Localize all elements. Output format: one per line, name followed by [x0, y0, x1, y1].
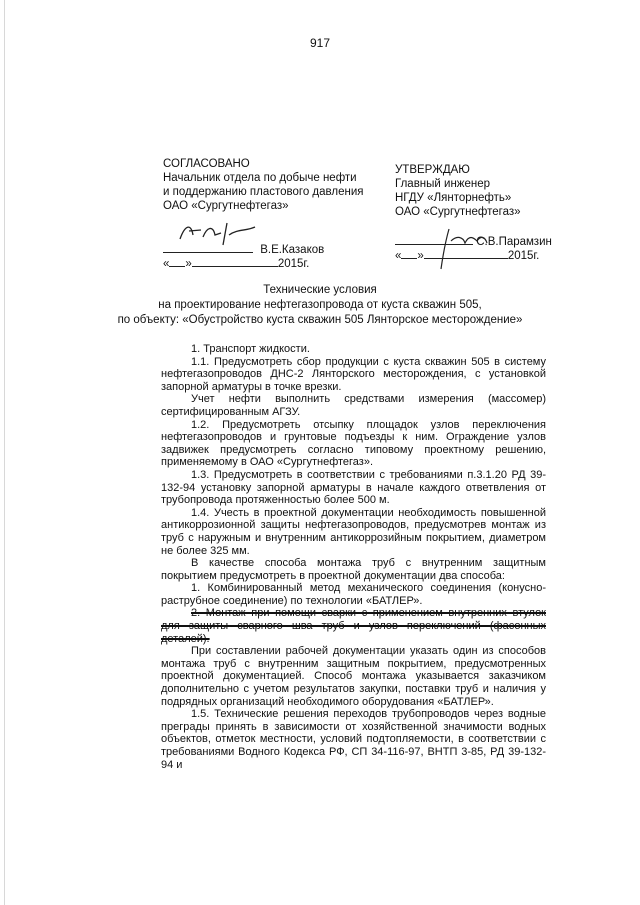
signer-name: С.В.Парамзин	[476, 236, 552, 248]
approval-line: и поддержанию пластового давления	[163, 186, 364, 198]
document-title: Технические условия	[263, 284, 377, 296]
signer-name: В.Е.Казаков	[260, 244, 325, 256]
paragraph: Учет нефти выполнить средствами измерения (массомер) сертифицированным АГЗУ.	[161, 393, 546, 418]
approval-line: НГДУ «Лянторнефть»	[395, 192, 512, 204]
struck-paragraph: 2. Монтаж при помощи сварки с применением внутренних втулок для защиты сварного шва труб и узлов переключений (фасонных деталей).	[161, 607, 546, 645]
approval-title: СОГЛАСОВАНО	[163, 158, 250, 170]
handwritten-signature	[421, 219, 501, 271]
approval-title: УТВЕРЖДАЮ	[395, 164, 470, 176]
date-year: 2015г.	[507, 250, 540, 262]
month-blank	[192, 266, 278, 267]
date-year: 2015г.	[277, 258, 310, 270]
document-subtitle: на проектирование нефтегазопровода от куста скважин 505,	[158, 299, 482, 311]
signature-area	[395, 219, 555, 235]
paragraph: 1. Комбинированный метод механического соединения (конусно-раструбное соединение) по технологии «БАТЛЕР».	[161, 582, 546, 607]
date-open-quote: «	[395, 250, 402, 262]
day-blank	[169, 266, 185, 267]
body-text	[161, 343, 546, 771]
paragraph: 1.5. Технические решения переходов трубопроводов через водные преграды принять в зависимости от хозяйственной значимости водных объектов, отметок местности, условий подтопляемости, в соответствии с требованиями Водного Кодекса РФ, СП 34-116-97, ВНТП 3-85, РД 39-132-94 и	[161, 708, 546, 771]
paragraph: 1.2. Предусмотреть отсыпку площадок узлов переключения нефтегазопроводов и грунтовые подъезды к ним. Ограждение узлов задвижек предусмотреть согласно типовому проектному решению, применяемому в ОАО «Сургутнефтегаз».	[161, 418, 546, 469]
signature-area	[163, 213, 393, 251]
date-close-quote: »	[417, 250, 424, 262]
paragraph: 1. Транспорт жидкости.	[191, 343, 310, 355]
approval-line: ОАО «Сургутнефтегаз»	[395, 206, 521, 218]
paragraph: При составлении рабочей документации указать один из способов монтажа труб с внутренним защитным покрытием, предусмотренных проектной документацией. Способ монтажа указывается заказчиком дополнительно с учетом результатов закупки, поставки труб и наличия у подрядных организаций необходимого оборудования «БАТЛЕР».	[161, 645, 546, 708]
signature-line	[163, 252, 253, 253]
paragraph: В качестве способа монтажа труб с внутренним защитным покрытием предусмотреть в проектной документации два способа:	[161, 557, 546, 582]
scan-edge	[4, 0, 5, 905]
approval-line: Главный инженер	[395, 178, 491, 190]
approval-block-approved	[395, 163, 555, 263]
approval-line: Начальник отдела по добыче нефти	[163, 172, 357, 184]
document-object: по объекту: «Обустройство куста скважин 505 Лянторское месторождение»	[117, 314, 523, 326]
date-close-quote: »	[185, 258, 192, 270]
date-row	[163, 257, 393, 271]
approval-line: ОАО «Сургутнефтегаз»	[163, 200, 289, 212]
paragraph: 1.1. Предусмотреть сбор продукции с куста скважин 505 в систему нефтегазопроводов ДНС-2 Лянторского месторождения, с установкой запорной арматуры в точке врезки.	[161, 355, 546, 393]
paragraph: 1.4. Учесть в проектной документации необходимость повышенной антикоррозионной защиты нефтегазопроводов, предусмотрев монтаж из труб с наружным и внутренним антикоррозийным покрытием, диаметром не более 325 мм.	[161, 506, 546, 557]
handwritten-signature	[177, 217, 267, 247]
paragraph: 1.3. Предусмотреть в соответствии с требованиями п.3.1.20 РД 39-132-94 установку запорной арматуры в начале каждого ответвления от трубопровода протяженностью более 500 м.	[161, 468, 546, 507]
date-open-quote: «	[163, 258, 170, 270]
page-number: 917	[309, 36, 331, 50]
day-blank	[401, 258, 417, 259]
approval-block-agreed	[163, 157, 393, 271]
